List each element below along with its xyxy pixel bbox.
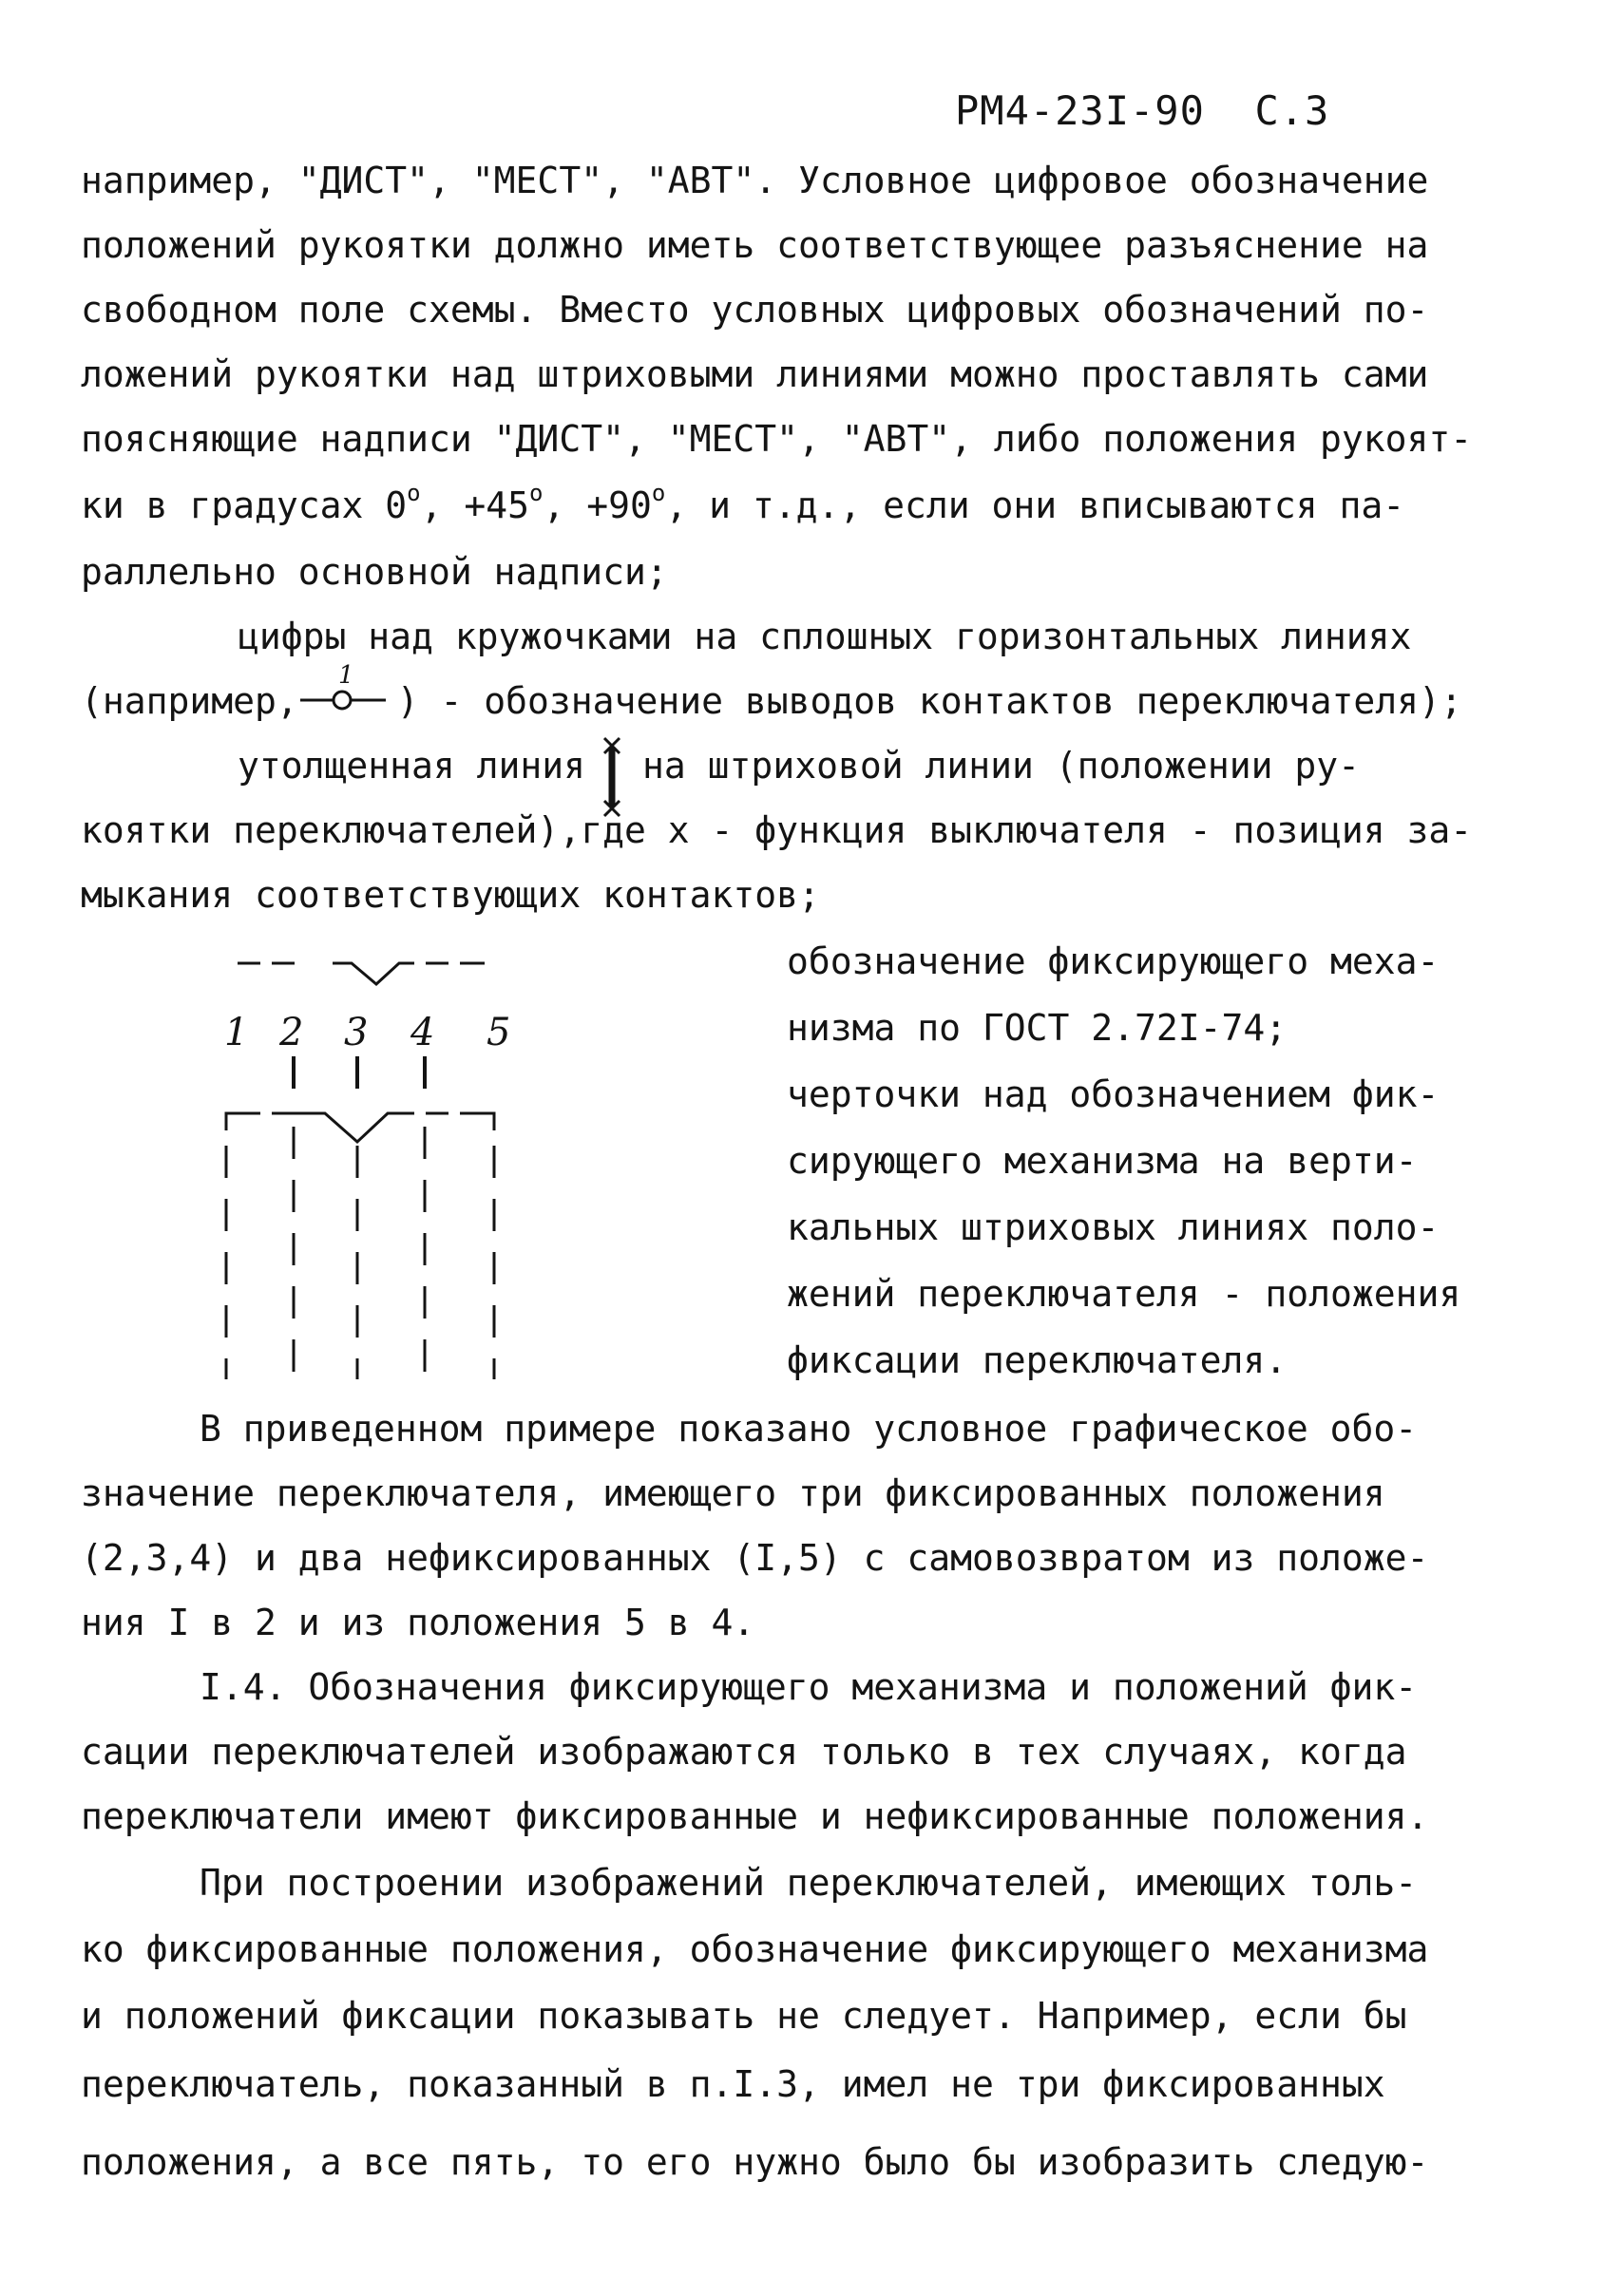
text-line: мыкания соответствующих контактов; xyxy=(81,874,820,916)
text-fragment: ) - обозначение выводов контактов переключателя); xyxy=(396,680,1462,722)
text-line: положений рукоятки должно иметь соответствующее разъяснение на xyxy=(81,224,1429,266)
text-line: поясняющие надписи "ДИСТ", "МЕСТ", "АВТ", либо положения рукоят- xyxy=(81,418,1473,460)
text-line-thick-line xyxy=(238,745,1360,787)
text-line: низма по ГОСТ 2.72I-74; xyxy=(787,1007,1288,1049)
text-line: переключатели имеют фиксированные и нефиксированные положения. xyxy=(81,1795,1429,1837)
text-line: значение переключателя, имеющего три фиксированных положения xyxy=(81,1472,1385,1514)
text-line: цифры над кружочками на сплошных горизонтальных линиях xyxy=(238,616,1412,657)
text-line: I.4. Обозначения фиксирующего механизма и положений фик- xyxy=(200,1666,1418,1708)
text-fragment: на штриховой линии (положении ру- xyxy=(642,745,1361,787)
text-line: сации переключателей изображаются только в тех случаях, когда xyxy=(81,1731,1407,1773)
terminal-number: 1 xyxy=(337,662,354,690)
page-header xyxy=(955,87,1329,134)
text-fragment: утолщенная линия xyxy=(238,745,586,787)
position-label-3: 3 xyxy=(344,1011,369,1054)
text-line: раллельно основной надписи; xyxy=(81,551,668,593)
degree-sign: о xyxy=(651,480,666,506)
text-line: ложений рукоятки над штриховыми линиями можно проставлять сами xyxy=(81,353,1429,395)
text-line-degrees xyxy=(81,480,1405,526)
document-code: РМ4-23I-90 xyxy=(955,87,1205,134)
text-fragment: , и т.д., если они вписываются па- xyxy=(665,484,1405,526)
page-number: С.3 xyxy=(1254,87,1330,134)
degree-sign: о xyxy=(529,480,544,506)
text-line: В приведенном примере показано условное графическое обо- xyxy=(200,1408,1418,1450)
text-line: ко фиксированные положения, обозначение фиксирующего механизма xyxy=(81,1928,1429,1970)
text-line: переключатель, показанный в п.I.3, имел не три фиксированных xyxy=(81,2063,1385,2105)
thick-line-symbol xyxy=(585,748,642,786)
text-line-contact-example xyxy=(81,662,1462,722)
text-fragment: , +90 xyxy=(543,484,652,526)
text-line: коятки переключателей),где х - функция выключателя - позиция за- xyxy=(81,809,1473,851)
text-line: например, "ДИСТ", "МЕСТ", "АВТ". Условное цифровое обозначение xyxy=(81,160,1429,201)
text-line: (2,3,4) и два нефиксированных (I,5) с самовозвратом из положе- xyxy=(81,1537,1429,1579)
text-fragment: , +45 xyxy=(420,484,530,526)
text-line: черточки над обозначением фик- xyxy=(787,1073,1440,1115)
text-line: свободном поле схемы. Вместо условных цифровых обозначений по- xyxy=(81,289,1429,331)
text-line: сирующего механизма на верти- xyxy=(787,1140,1418,1182)
position-label-1: 1 xyxy=(224,1011,249,1054)
text-fragment: (например, xyxy=(81,680,298,722)
text-line: положения, а все пять, то его нужно было бы изобразить следую- xyxy=(81,2141,1429,2183)
text-line: жений переключателя - положения xyxy=(787,1273,1461,1315)
text-line: обозначение фиксирующего меха- xyxy=(787,940,1440,982)
text-line: и положений фиксации показывать не следует. Например, если бы xyxy=(81,1995,1407,2037)
position-label-2: 2 xyxy=(279,1011,304,1054)
degree-sign: о xyxy=(407,480,421,506)
text-line: ния I в 2 и из положения 5 в 4. xyxy=(81,1602,755,1643)
text-line: кальных штриховых линиях поло- xyxy=(787,1206,1440,1248)
diagram-svg xyxy=(200,950,542,1387)
position-label-4: 4 xyxy=(410,1011,435,1054)
contact-terminal-symbol xyxy=(298,662,397,721)
switch-position-diagram xyxy=(200,950,542,1391)
text-fragment: ки в градусах 0 xyxy=(81,484,408,526)
text-line: фиксации переключателя. xyxy=(787,1339,1288,1381)
position-label-5: 5 xyxy=(487,1011,511,1054)
text-line: При построении изображений переключателей, имеющих толь- xyxy=(200,1862,1418,1904)
